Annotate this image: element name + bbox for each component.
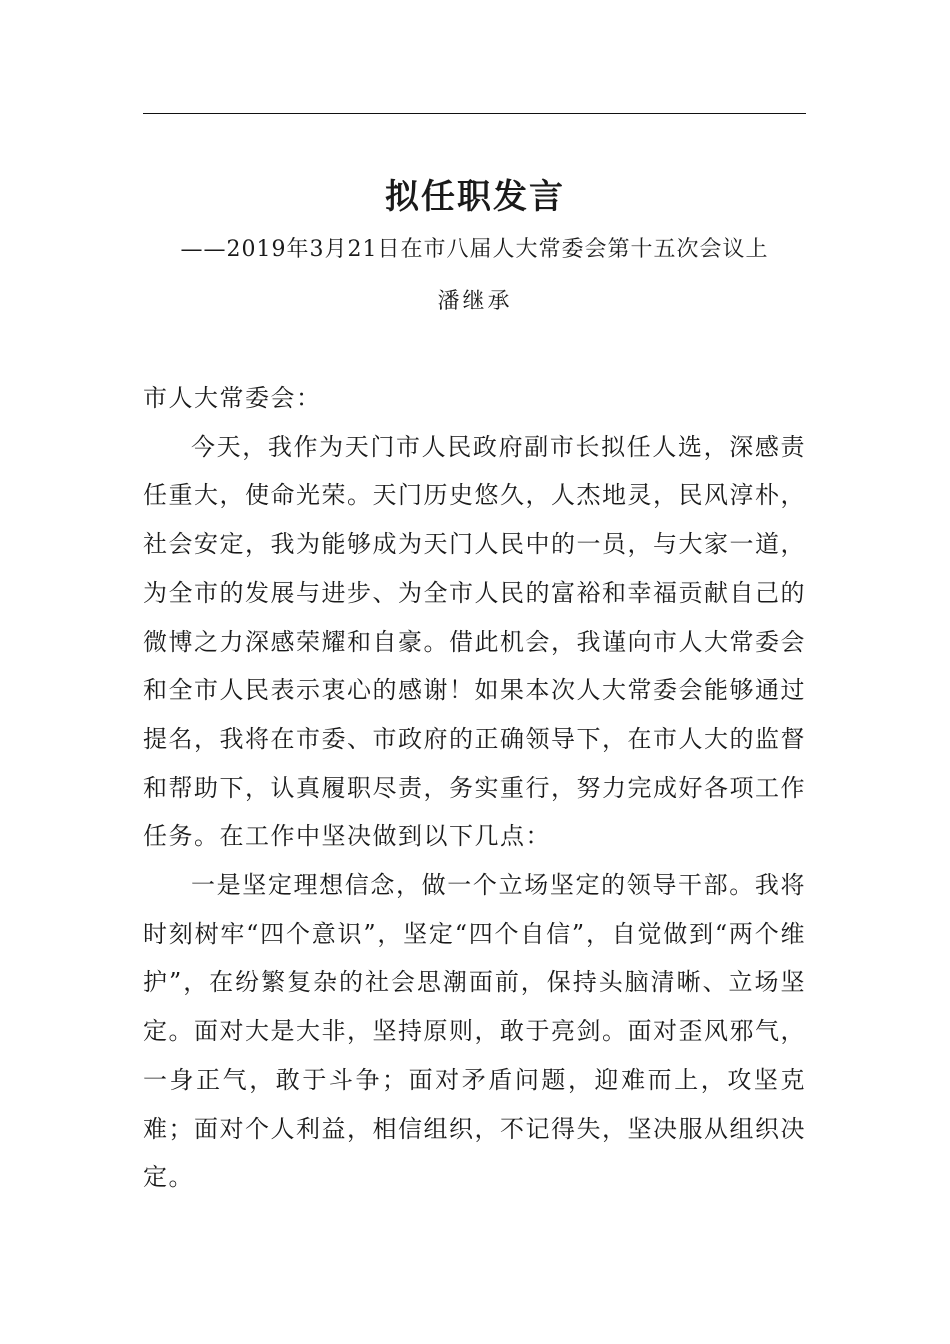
document-subtitle: ——2019年3月21日在市八届人大常委会第十五次会议上 [180, 237, 769, 262]
body-paragraph: 一是坚定理想信念，做一个立场坚定的领导干部。我将时刻树牢“四个意识”，坚定“四个自信”，自觉做到“两个维护”，在纷繁复杂的社会思潮面前，保持头脑清晰、立场坚定。面对大是大非，坚持原则，敢于亮剑。面对歪风邪气，一身正气，敢于斗争；面对矛盾问题，迎难而上，攻坚克难；面对个人利益，相信组织，不记得失，坚决服从组织决定。 [143, 871, 806, 1192]
document-body [143, 374, 806, 1202]
header-rule [143, 113, 806, 114]
body-paragraph: 今天，我作为天门市人民政府副市长拟任人选，深感责任重大，使命光荣。天门历史悠久，人杰地灵，民风淳朴，社会安定，我为能够成为天门人民中的一员，与大家一道，为全市的发展与进步、为全市人民的富裕和幸福贡献自己的微博之力深感荣耀和自豪。借此机会，我谨向市人大常委会和全市人民表示衷心的感谢！如果本次人大常委会能够通过提名，我将在市委、市政府的正确领导下，在市人大的监督和帮助下，认真履职尽责，务实重行，努力完成好各项工作任务。在工作中坚决做到以下几点： [143, 432, 806, 851]
document-title: 拟任职发言 [385, 177, 565, 217]
salutation: 市人大常委会： [143, 384, 322, 412]
document-author: 潘继承 [437, 289, 513, 314]
